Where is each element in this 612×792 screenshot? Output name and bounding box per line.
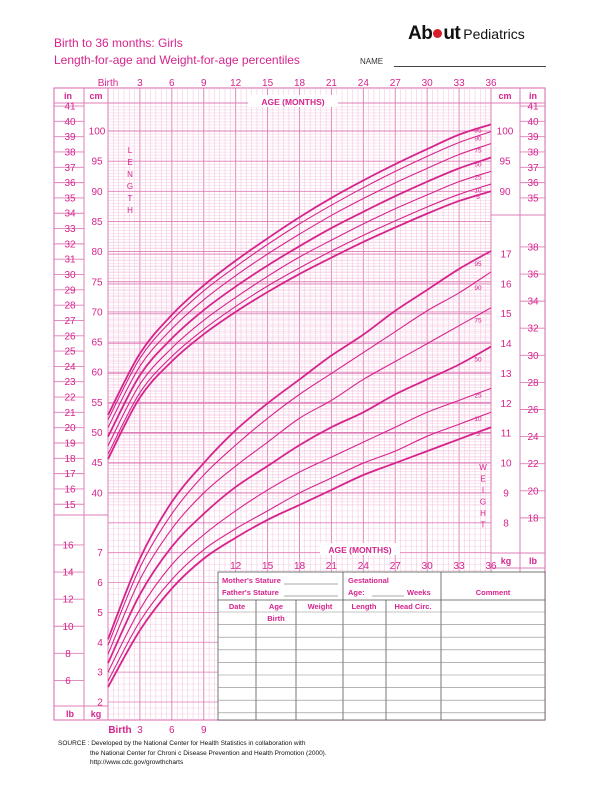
length-percentile-label: 10 [474, 187, 482, 195]
mid-tick-label: 18 [293, 561, 306, 572]
lb-tick-label-right: 34 [527, 296, 539, 308]
name-label: NAME [360, 57, 384, 66]
lb-tick-label-left: 12 [62, 594, 74, 606]
inch-tick-label-right: 35 [527, 193, 539, 205]
kg-tick-label-left: 2 [97, 697, 103, 709]
mid-tick-label: 27 [389, 561, 401, 572]
inch-tick-label: 26 [64, 331, 76, 343]
weight-percentile-label: 75 [474, 317, 482, 325]
top-tick-label: 21 [325, 78, 337, 89]
inch-tick-label: 20 [64, 423, 76, 435]
col-age: Age [268, 602, 284, 611]
inch-tick-label: 37 [64, 162, 76, 174]
cm-tick-label: 50 [91, 428, 103, 439]
top-tick-label: 6 [169, 78, 175, 89]
gestational-label: Gestational [348, 576, 389, 585]
top-tick-label: 15 [262, 78, 274, 89]
weight-percentile-label: 95 [474, 260, 482, 268]
kg-tick-label-left: 4 [97, 637, 103, 649]
lb-tick-label-left: 14 [62, 567, 74, 579]
inch-tick-label: 27 [64, 315, 76, 327]
lb-tick-label-right: 32 [527, 323, 539, 335]
gestational-age-label: Age: [348, 588, 365, 597]
x-axis-label-mid: AGE (MONTHS) [328, 545, 392, 555]
weight-percentile-label: 50 [474, 356, 482, 364]
inch-tick-label: 24 [64, 361, 76, 373]
mid-tick-label: 12 [230, 561, 242, 572]
top-tick-label: 18 [293, 78, 306, 89]
inch-tick-label: 36 [64, 178, 76, 190]
mothers-stature-label: Mother's Stature [222, 576, 281, 585]
inch-tick-label: 15 [64, 499, 76, 511]
top-tick-label: 24 [357, 78, 369, 89]
cm-tick-label: 60 [91, 367, 103, 379]
mid-tick-label: 33 [453, 561, 465, 572]
weight-axis-letter: T [480, 520, 486, 530]
cm-tick-label: 45 [91, 458, 103, 470]
unit-lb-left: lb [66, 709, 74, 719]
length-axis-letter: G [126, 182, 134, 191]
mid-tick-label: 36 [485, 561, 497, 572]
length-percentile-label: 50 [474, 161, 482, 169]
kg-tick-label-right: 8 [503, 518, 509, 530]
length-percentile-label: 25 [474, 174, 482, 182]
length-axis-letter: L [127, 146, 133, 155]
top-tick-label: Birth [97, 78, 119, 89]
chart-title-line2: Length-for-age and Weight-for-age percentiles [54, 53, 300, 67]
top-tick-label: 27 [389, 78, 401, 89]
col-length: Length [351, 602, 377, 611]
first-row-age: Birth [267, 614, 285, 623]
kg-tick-label-left: 6 [97, 578, 103, 590]
unit-in-left: in [64, 91, 72, 101]
lb-tick-label-right: 38 [527, 242, 539, 254]
length-axis-letter: E [127, 158, 133, 167]
chart-title-line1: Birth to 36 months: Girls [54, 36, 183, 50]
inch-tick-label: 39 [64, 132, 76, 144]
cm-tick-label: 80 [91, 247, 103, 259]
kg-tick-label-right: 13 [500, 368, 512, 380]
cm-tick-label-right: 90 [499, 186, 511, 198]
lb-tick-label-left: 8 [65, 648, 71, 660]
kg-tick-label-right: 10 [500, 458, 512, 470]
kg-tick-label-right: 9 [503, 488, 509, 500]
top-tick-label: 33 [453, 78, 465, 89]
top-tick-label: 9 [200, 78, 207, 89]
x-axis-label-top: AGE (MONTHS) [261, 97, 325, 107]
cm-tick-label: 95 [91, 156, 103, 168]
cm-tick-label: 40 [91, 488, 103, 500]
lb-tick-label-right: 20 [527, 486, 539, 498]
weeks-label: Weeks [407, 588, 431, 597]
length-percentile-label: 5 [476, 193, 480, 201]
unit-kg-left: kg [90, 709, 102, 719]
lb-tick-label-left: 16 [62, 540, 74, 552]
lb-tick-label-right: 26 [527, 404, 539, 416]
inch-tick-label: 35 [64, 193, 76, 205]
inch-tick-label: 25 [64, 346, 76, 358]
bottom-tick-label: 9 [200, 725, 207, 736]
top-tick-label: 30 [421, 78, 433, 89]
source-line2: the National Center for Chroni c Disease Prevention and Health Promotion (2000). [90, 749, 327, 757]
lb-tick-label-right: 28 [527, 377, 539, 389]
inch-tick-label: 28 [64, 300, 76, 312]
lb-tick-label-right: 18 [527, 513, 539, 525]
cm-tick-label: 65 [91, 337, 103, 349]
comment-label: Comment [475, 588, 511, 597]
inch-tick-label: 30 [64, 270, 76, 282]
length-axis-letter: H [127, 206, 133, 215]
mid-tick-label: 30 [421, 561, 433, 572]
record-form [218, 572, 545, 720]
weight-axis-letter: G [479, 497, 487, 507]
kg-tick-label-left: 3 [97, 667, 103, 679]
mid-tick-label: 21 [325, 561, 337, 572]
length-percentile-label: 75 [474, 147, 482, 155]
col-weight: Weight [307, 602, 333, 611]
top-tick-label: 36 [485, 78, 497, 89]
inch-tick-label: 21 [64, 407, 76, 419]
kg-tick-label-right: 12 [500, 398, 512, 410]
weight-axis-letter: W [479, 463, 487, 472]
length-axis-letter: N [127, 170, 133, 179]
lb-tick-label-left: 10 [62, 621, 74, 633]
logo-brand-post: ut [443, 23, 461, 44]
weight-axis-letter: E [480, 474, 486, 484]
top-tick-label: 3 [137, 78, 143, 89]
weight-axis-letter: H [480, 509, 486, 518]
inch-tick-label: 41 [64, 101, 76, 113]
inch-tick-label-right: 39 [527, 132, 539, 144]
inch-tick-label: 23 [64, 377, 76, 389]
bottom-tick-label: Birth [108, 725, 132, 736]
cm-tick-label: 75 [91, 277, 103, 289]
inch-tick-label: 22 [64, 392, 76, 404]
mid-tick-label: 15 [262, 561, 274, 572]
col-head-circ: Head Circ. [394, 602, 432, 611]
lb-tick-label-right: 24 [527, 432, 539, 444]
weight-percentile-label: 90 [474, 284, 482, 292]
inch-tick-label: 17 [64, 469, 76, 481]
source-note [58, 739, 478, 768]
lb-tick-label-right: 22 [527, 459, 539, 471]
kg-tick-label-right: 17 [500, 249, 512, 261]
unit-kg-right: kg [500, 556, 512, 566]
inch-tick-label-right: 37 [527, 162, 539, 174]
lb-tick-label-left: 6 [65, 675, 71, 687]
inch-tick-label: 19 [64, 438, 76, 450]
bottom-tick-label: 3 [137, 725, 143, 736]
weight-axis-letter: I [481, 486, 485, 495]
kg-tick-label-left: 5 [97, 607, 103, 619]
length-percentile-label: 90 [474, 135, 482, 143]
kg-tick-label-right: 16 [500, 279, 512, 291]
kg-tick-label-left: 7 [97, 548, 103, 560]
inch-tick-label: 33 [64, 224, 76, 236]
cm-tick-label: 100 [88, 126, 106, 138]
cm-tick-label: 70 [91, 307, 103, 319]
weight-percentile-label: 5 [476, 431, 480, 439]
lb-tick-label-right: 30 [527, 350, 539, 362]
kg-tick-label-right: 14 [500, 339, 512, 351]
inch-tick-label: 32 [64, 239, 76, 251]
inch-tick-label-right: 40 [527, 116, 539, 128]
weight-percentile-label: 10 [474, 416, 482, 424]
inch-tick-label: 16 [64, 484, 76, 496]
inch-tick-label: 29 [64, 285, 76, 297]
kg-tick-label-right: 11 [500, 428, 512, 440]
inch-tick-label: 18 [64, 453, 76, 465]
cm-tick-label-right: 95 [499, 156, 511, 168]
inch-tick-label-right: 38 [527, 147, 539, 159]
inch-tick-label: 40 [64, 116, 76, 128]
unit-cm-left: cm [89, 91, 103, 101]
bottom-tick-label: 6 [169, 725, 175, 736]
source-line1: SOURCE : Developed by the National Center for Health Statistics in collaboration with [58, 740, 306, 747]
weight-percentile-label: 25 [474, 392, 482, 400]
cm-tick-label-right: 100 [496, 126, 514, 138]
length-axis-letter: T [127, 194, 133, 203]
inch-tick-label: 38 [64, 147, 76, 159]
inch-tick-label: 31 [64, 254, 76, 266]
source-url: http://www.cdc.gov/growthcharts [90, 759, 184, 766]
unit-lb-right: lb [529, 556, 537, 566]
lb-tick-label-right: 36 [527, 269, 539, 281]
inch-tick-label-right: 41 [527, 101, 539, 113]
logo-brand-pre: Ab [408, 23, 433, 44]
top-tick-label: 12 [230, 78, 242, 89]
logo-sub: Pediatrics [463, 26, 525, 42]
inch-tick-label-right: 36 [527, 178, 539, 190]
unit-cm-right: cm [498, 91, 512, 101]
length-percentile-label: 95 [474, 127, 482, 135]
cm-tick-label: 90 [91, 186, 103, 198]
kg-tick-label-right: 15 [500, 309, 512, 321]
inch-tick-label: 34 [64, 208, 76, 220]
cm-tick-label: 55 [91, 397, 103, 409]
fathers-stature-label: Father's Stature [222, 588, 279, 597]
cm-tick-label: 85 [91, 216, 103, 228]
col-date: Date [228, 602, 246, 611]
unit-in-right: in [529, 91, 537, 101]
mid-tick-label: 24 [357, 561, 369, 572]
